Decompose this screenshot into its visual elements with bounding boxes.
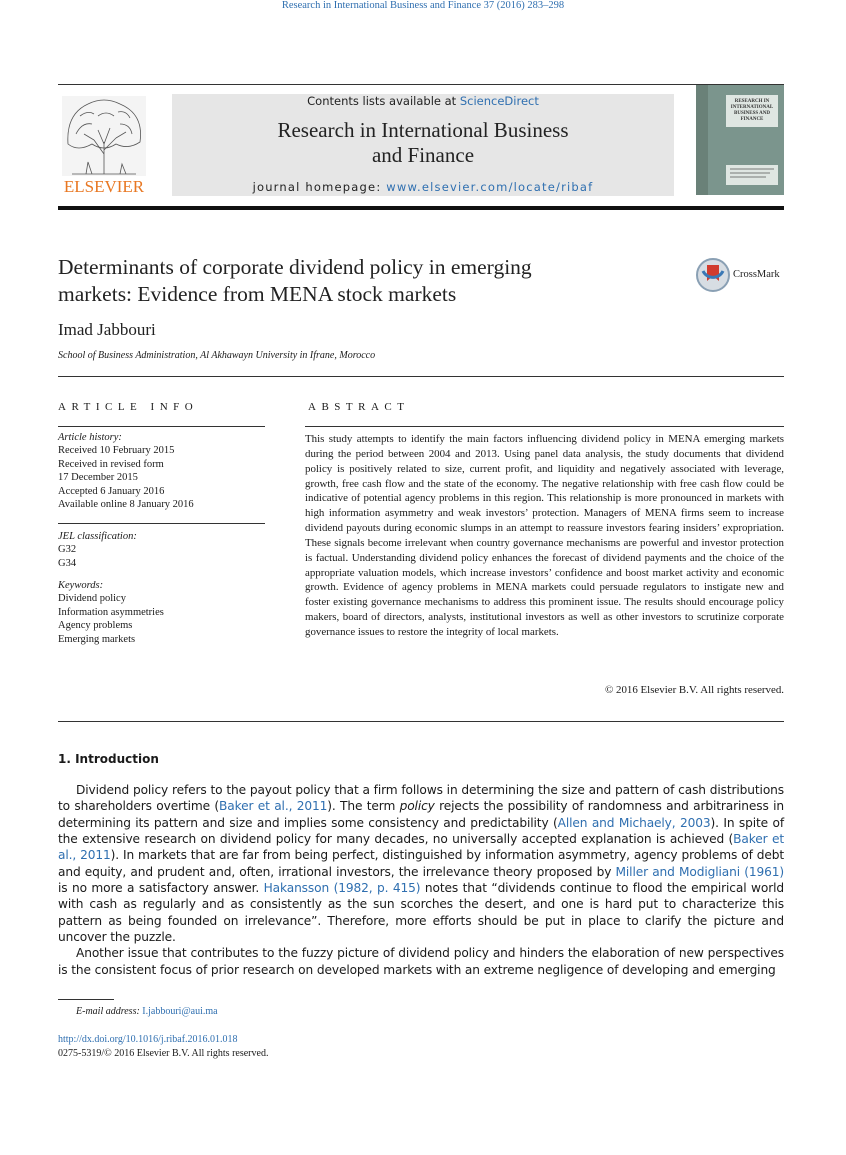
journal-banner [172, 94, 674, 196]
article-title-line1: Determinants of corporate dividend policy in emerging [58, 255, 532, 279]
keywords [58, 579, 268, 646]
journal-homepage [172, 180, 674, 194]
jel-label: JEL classification: [58, 531, 137, 542]
citation-link[interactable]: Baker et al., 2011 [58, 832, 784, 863]
contents-prefix: Contents lists available at [307, 94, 460, 108]
header-bottom-rule [58, 206, 784, 210]
citation-link[interactable]: Miller and Modigliani (1961) [615, 864, 784, 879]
article-title-line2: markets: Evidence from MENA stock markets [58, 282, 457, 306]
citation-link[interactable]: Allen and Michaely, 2003 [557, 815, 711, 830]
crossmark-label: CrossMark [733, 269, 780, 280]
elsevier-wordmark: ELSEVIER [63, 177, 145, 196]
journal-title-line1: Research in International Business [277, 118, 569, 142]
email-footnote [76, 1006, 218, 1017]
introduction-body [58, 782, 784, 978]
journal-reference[interactable] [0, 0, 846, 11]
citation-link[interactable]: Baker et al., 2011 [219, 799, 328, 814]
keyword: Dividend policy [58, 593, 126, 605]
email-label: E-mail address: [76, 1006, 143, 1017]
abstract-rule [305, 426, 784, 427]
homepage-prefix: journal homepage: [252, 180, 387, 194]
jel-code: G34 [58, 557, 77, 569]
abstract-bottom-rule [58, 721, 784, 722]
cover-title: RESEARCH IN INTERNATIONAL BUSINESS AND FINANCE [730, 99, 774, 122]
keywords-label: Keywords: [58, 580, 104, 591]
introduction-paragraph-2: Another issue that contributes to the fuzzy picture of dividend policy and hinders the elaboration of new perspectives is the consistent focus of prior research on developed markets with an extreme negligence of developing and emerging [58, 946, 784, 977]
article-info-divider [58, 523, 265, 524]
article-history [58, 431, 268, 511]
crossmark-badge[interactable] [695, 257, 790, 293]
footnote-rule [58, 999, 114, 1000]
history-item: Received 10 February 2015 [58, 445, 175, 457]
doi [58, 1034, 238, 1045]
journal-title [172, 118, 674, 168]
title-bottom-rule [58, 376, 784, 377]
journal-cover[interactable] [696, 85, 784, 195]
keyword: Emerging markets [58, 633, 136, 645]
jel-code: G32 [58, 544, 77, 556]
homepage-link[interactable]: www.elsevier.com/locate/ribaf [386, 180, 594, 194]
history-item: Accepted 6 January 2016 [58, 485, 165, 497]
jel-classification [58, 530, 268, 570]
crossmark-icon [695, 257, 731, 293]
introduction-heading: 1. Introduction [58, 752, 159, 766]
journal-reference-link[interactable]: Research in International Business and Finance 37 (2016) 283–298 [281, 0, 565, 11]
email-link[interactable]: I.jabbouri@aui.ma [142, 1006, 218, 1017]
issn-copyright: 0275-5319/© 2016 Elsevier B.V. All rights reserved. [58, 1048, 269, 1059]
history-item: Available online 8 January 2016 [58, 499, 194, 511]
history-item: Received in revised form [58, 458, 164, 470]
author-affiliation: School of Business Administration, Al Akhawayn University in Ifrane, Morocco [58, 350, 376, 361]
author-name: Imad Jabbouri [58, 320, 156, 339]
introduction-paragraph-1: Dividend policy refers to the payout policy that a firm follows in determining the size and pattern of cash distributions to shareholders overtime (Baker et al., 2011). The term policy rejects the possibility of randomness and arbitrariness in determining its pattern and size and implies some consistency and predictability (Allen and Michaely, 2003). In spite of the extensive research on dividend policy for many decades, no universally accepted explanation is achieved (Baker et al., 2011). In markets that are far from being perfect, distinguished by information asymmetry, agency problems of debt and equity, and prudent and, often, irrational investors, the irrelevance theory proposed by Miller and Modigliani (1961) is no more a satisfactory answer. Hakansson (1982, p. 415) notes that “dividends continue to flood the empirical world with cash as regularly and as consistently as the sun scorches the desert, and one is hard put to characterize this pattern as being founded on irrelevance”. Therefore, more efforts should be put in place to clarify the picture and uncover the puzzle. [58, 783, 784, 945]
article-info-heading: ARTICLE INFO [58, 401, 199, 413]
article-info-rule [58, 426, 265, 427]
header-top-rule [58, 84, 784, 85]
history-item: 17 December 2015 [58, 472, 138, 484]
sciencedirect-link[interactable]: ScienceDirect [459, 94, 539, 108]
doi-link[interactable]: http://dx.doi.org/10.1016/j.ribaf.2016.01.018 [58, 1034, 238, 1045]
keyword: Agency problems [58, 620, 133, 632]
citation-link[interactable]: Hakansson (1982, p. 415) [263, 881, 421, 896]
elsevier-logo [58, 94, 150, 196]
journal-title-line2: and Finance [371, 143, 475, 167]
history-label: Article history: [58, 432, 122, 443]
article-title [58, 254, 658, 308]
keyword: Information asymmetries [58, 606, 164, 618]
abstract-text: This study attempts to identify the main factors influencing dividend policy in MENA emerging markets during the period between 2004 and 2013. Using panel data analysis, the study documents that dividend policy is positively related to size, current profit, and liquidity and negatively associated with leverage, growth, free cash flow and the state of the economy. The negative relationship with free cash flow could be indicative of potential agency problems in this region. This relationship is more pronounced in markets with high information asymmetry and weak investors’ protection. Managers of MENA firms seem to increase dividend payouts during economic slumps in an attempt to reassure investors fearing insiders’ expropriation. These signals become irrelevant when country governance mechanisms are powerful and investor protection is factual. Understanding dividend policy enhances the forecast of dividend payments and the choice of the appropriate valuation models, which increase investors’ confidence and boost market activity and economic growth. Evidence of agency problems in MENA markets could persuade regulators to instigate new and foster existing governance mechanisms to address this prominent issue. The results should encourage policy makers, board of directors, analysts, institutional investors as well as other investors to scrutinize corporate governance issues to restore the integrity of local markets. [305, 433, 784, 638]
abstract-heading: ABSTRACT [308, 401, 410, 413]
abstract-copyright: © 2016 Elsevier B.V. All rights reserved. [605, 684, 784, 696]
contents-line [172, 94, 674, 108]
